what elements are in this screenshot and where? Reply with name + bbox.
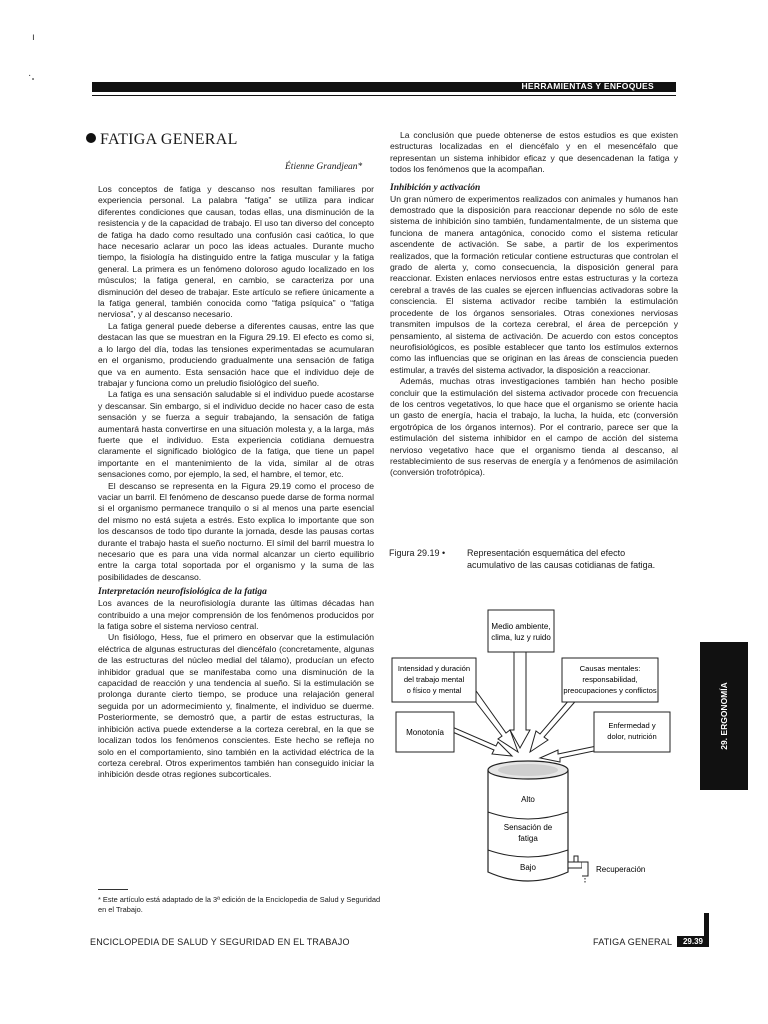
scan-mark: ·˳ <box>28 70 35 81</box>
paragraph: La conclusión que puede obtenerse de estos estudios es que existen estructuras localizadas en el diencéfalo y en el mesencéfalo que representan un sistema inhibidor eficaz y que desencadenan la fatiga y todos los fenómenos que la acompañan. <box>390 130 678 175</box>
figure-caption-text: Representación esquemática del efecto acumulativo de las causas cotidianas de fatiga. <box>467 548 656 570</box>
article-title <box>86 131 238 149</box>
barrel-label: fatiga <box>518 834 538 843</box>
tap-label: Recuperación <box>596 865 646 874</box>
box-text: o físico y mental <box>406 686 462 695</box>
box-intensidad <box>392 658 476 702</box>
footnote-rule <box>98 889 128 890</box>
arrow <box>510 652 530 748</box>
paragraph: Además, muchas otras investigaciones también han hecho posible concluir que la estimulación del sistema activador procede con frecuencia de los centros vegetativos, lo que hace que el organismo se oriente hacia un gasto de energía, hacia el trabajo, la lucha, la huida, etc (conversión ergotrópica de los órganos internos). Por el contrario, parece ser que la estimulación del sistema inhibidor en el campo de acción del sistema nervioso vegetativo hace que el organismo tienda al descanso, al restablecimiento de sus reservas de energía y a fenómenos de asimilación (conversión trofotrópica). <box>390 376 678 478</box>
page-number: 29.39 <box>677 936 709 947</box>
chapter-side-tab <box>700 642 748 790</box>
box-text: Medio ambiente, <box>491 622 551 631</box>
paragraph: El descanso se representa en la Figura 29.19 como el proceso de vaciar un barril. El fenómeno de descanso puede darse de forma normal si el organismo permanece tranquilo o si al menos una parte esencial del mismo no está sujeta a estrés. Esto explica lo importante que son los descansos de todo tipo durante la jornada, desde las pausas cortas durante el trabajo hasta el sueño nocturno. El símil del barril muestra lo necesario que es para una vida normal alcanzar un cierto equilibrio entre la carga total soportada por el organismo y la suma de las posibilidades de descanso. <box>98 480 374 582</box>
tap-icon <box>568 856 588 884</box>
box-text: Causas mentales: <box>579 664 641 673</box>
paragraph: La fatiga es una sensación saludable si el individuo puede acostarse y descansar. Sin embargo, si el individuo decide no hacer caso de esta sensación y se fuerza a seguir trabajando, la sensación de fatiga aumentará hasta convertirse en una situación molesta y, a la larga, más fuerte que el individuo. Esta experiencia cotidiana demuestra claramente el significado biológico de la fatiga, que tiene un papel importante en el mantenimiento de la vida, similar al de otras sensaciones como, por ejemplo, la sed, el hambre, el temor, etc. <box>98 389 374 480</box>
box-text: Monotonía <box>406 728 444 737</box>
paragraph: Los avances de la neurofisiología durante las últimas décadas han contribuido a una mejor comprensión de los fenómenos producidos por la fatiga sobre el sistema nervioso central. <box>98 598 374 632</box>
box-text: del trabajo mental <box>403 675 465 684</box>
box-text: Intensidad y duración <box>397 664 471 673</box>
barrel-level-high: Alto <box>521 795 535 804</box>
footer-publication: ENCICLOPEDIA DE SALUD Y SEGURIDAD EN EL TRABAJO <box>90 937 350 947</box>
article-author: Étienne Grandjean* <box>285 162 363 172</box>
scan-mark: ı <box>32 32 35 43</box>
header-rule <box>92 95 676 96</box>
article-title-text: FATIGA GENERAL <box>100 131 238 148</box>
barrel-label: Sensación de <box>503 823 553 832</box>
paragraph: La fatiga general puede deberse a diferentes causas, entre las que destacan las que se muestran en la Figura 29.19. El efecto es como si, a lo largo del día, todas las tensiones experimentadas se acumularan en el organismo, produciendo gradualmente una sensación de fatiga que va en aumento. Esta sensación hace que el individuo deje de trabajar y funciona como un preludio fisiológico del sueño. <box>98 320 374 388</box>
box-text: responsabilidad, <box>582 675 638 684</box>
chapter-side-tab-label: 29. ERGONOMÍA <box>719 682 729 750</box>
bullet-icon <box>86 133 96 143</box>
left-column <box>98 184 374 781</box>
box-enfermedad <box>594 712 670 752</box>
footnote: * Este artículo está adaptado de la 3ª edición de la Enciclopedia de Salud y Seguridad en el Trabajo. <box>98 895 381 914</box>
subheading: Inhibición y activación <box>390 182 481 193</box>
box-monotonia <box>396 712 454 752</box>
barrel-level-low: Bajo <box>519 863 537 872</box>
subheading: Interpretación neurofisiológica de la fatiga <box>98 587 267 598</box>
paragraph: Los conceptos de fatiga y descanso nos resultan familiares por experiencia personal. La palabra “fatiga” se utiliza para indicar diferentes condiciones que causan, todas ellas, una disminución de la resistencia y de la capacidad de trabajo. El uso tan diverso del concepto de fatiga ha dado como resultado una confusión casi caótica, lo que hace necesario aclarar un poco las ideas actuales. Durante mucho tiempo, la fisiología ha distinguido entre la fatiga muscular y la fatiga general. La primera es un fenómeno doloroso agudo localizado en los músculos; la fatiga general, en cambio, se caracteriza por una disminución del deseo de trabajar. Este artículo se refiere únicamente a la fatiga general, también conocida como “fatiga psíquica” o “fatiga nerviosa”, y al descanso necesario. <box>98 184 374 320</box>
box-ambiente <box>488 610 554 652</box>
right-column <box>390 130 678 479</box>
box-text: clima, luz y ruido <box>491 633 551 642</box>
section-header-bar <box>92 82 676 92</box>
paragraph: Un fisiólogo, Hess, fue el primero en observar que la estimulación eléctrica de algunas estructuras del diencéfalo (concretamente, algunas de las estructuras del núcleo medial del tálamo), producían un efecto inhibidor gradual que se manifestaba como una disminución de la capacidad de reacción y una tendencia al sueño. Si la estimulación se prolonga durante cierto tiempo, se produce una relajación general seguida por un adormecimiento y, finalmente, el individuo se duerme. Posteriormente, se demostró que, a partir de estas estructuras, la inhibición activa puede extenderse a la corteza cerebral, en la que se localizan todos los fenómenos conscientes. Este hecho se refleja no solo en el comportamiento, sino también en la actividad eléctrica de la corteza cerebral. Otros experimentos también han conseguido iniciar la inhibición desde otras regiones subcorticales. <box>98 632 374 780</box>
figure-number: Figura 29.19 • <box>389 548 446 558</box>
box-text: dolor, nutrición <box>607 732 657 741</box>
section-label: HERRAMIENTAS Y ENFOQUES <box>521 81 654 91</box>
figure-caption <box>389 548 679 571</box>
box-mentales <box>562 658 658 702</box>
box-text: Enfermedad y <box>608 721 656 730</box>
box-text: preocupaciones y conflictos <box>563 686 657 695</box>
barrel <box>488 761 568 881</box>
fatigue-barrel-diagram <box>390 600 690 900</box>
footer-article-title: FATIGA GENERAL <box>593 937 673 947</box>
paragraph: Un gran número de experimentos realizados con animales y humanos han demostrado que la disposición para reaccionar depende no sólo de este sistema de inhibición sino también, fundamentalmente, de un sistema que funciona de manera antagónica, conocido como el sistema reticular ascendente de activación. Se sabe, a partir de los experimentos realizados, que la formación reticular contiene estructuras que controlan el grado de alerta y, como consecuencia, la disposición general para reaccionar. Existen enlaces nerviosos entre estas estructuras y la corteza cerebral a través de las cuales se ejercen influencias activadoras sobre la consciencia. El sistema activador recibe también la estimulación procedente de los órganos sensoriales. Otras conexiones nerviosas transmiten impulsos de la corteza cerebral, el área de percepción y pensamiento, al sistema de activación. De acuerdo con estos conceptos neurofisiológicos, es posible establecer que tanto los estímulos externos como las influencias que se originan en las áreas de consciencia pueden estimular, a través del sistema activador, la disposición a reaccionar. <box>390 193 678 375</box>
